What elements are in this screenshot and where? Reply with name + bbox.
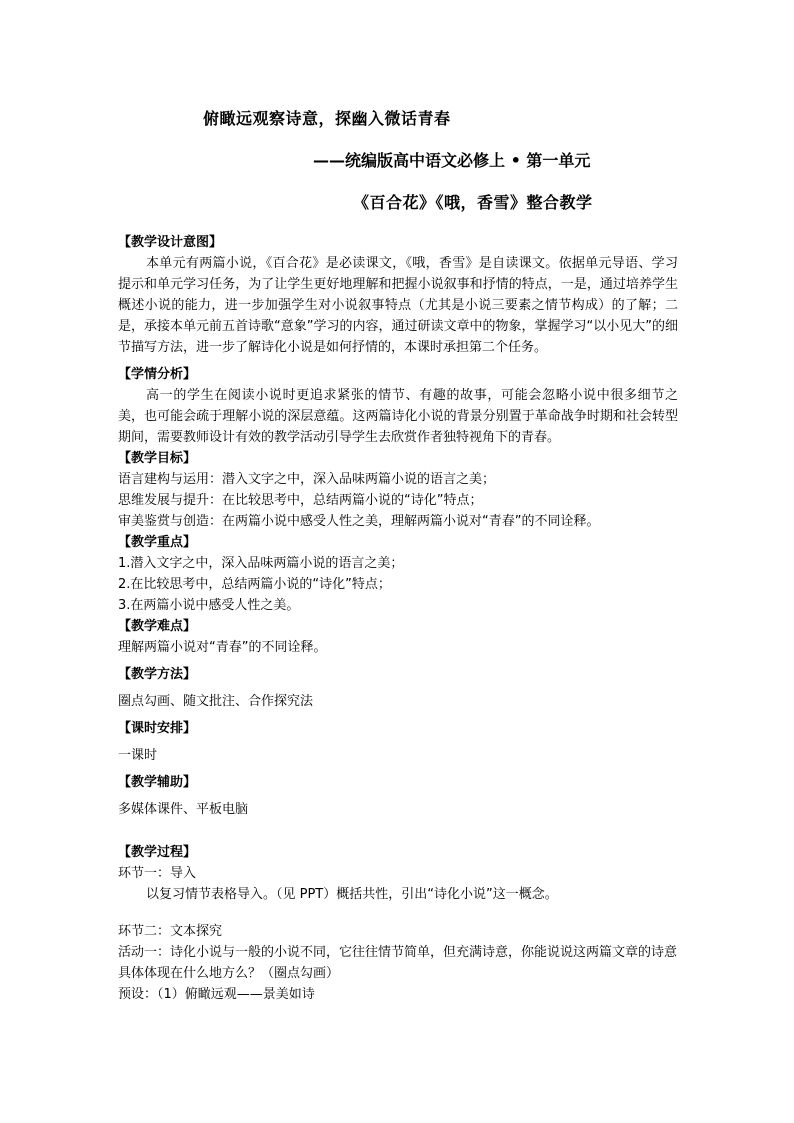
section-heading-schedule: 【课时安排】: [118, 721, 197, 736]
document-title: 俯瞰远观察诗意，探幽入微话青春: [203, 109, 451, 128]
process-activity: 活动一：诗化小说与一般的小说不同，它往往情节简单，但充满诗意，你能说说这两篇文章的诗意具体体现在什么地方么？（圈点勾画）: [118, 945, 678, 981]
section-heading-key: 【教学重点】: [118, 535, 197, 550]
paragraph-design: 本单元有两篇小说，《百合花》是必读课文，《哦，香雪》是自读课文。依据单元导语、学习提示和单元学习任务，为了让学生更好地理解和把握小说叙事和抒情的特点，一是，通过培养学生概述小说的能力，进一步加强学生对小说叙事特点（尤其是小说三要素之情节构成）的了解；二是，承接本单元前五首诗歌“意象”学习的内容，通过研读文章中的物象，掌握学习“以小见大”的细节描写方法，进一步了解诗化小说是如何抒情的，本课时承担第二个任务。: [118, 256, 678, 355]
process-step-1-text: 以复习情节表格导入。（见 PPT）概括共性，引出“诗化小说”这一概念。: [146, 887, 558, 902]
goal-item: 审美鉴赏与创造：在两篇小说中感受人性之美，理解两篇小说对“青春”的不同诠释。: [118, 514, 600, 529]
section-heading-design: 【教学设计意图】: [118, 235, 223, 250]
process-step-1-title: 环节一：导入: [118, 866, 197, 881]
difficulty-text: 理解两篇小说对“青春”的不同诠释。: [118, 640, 327, 655]
document-subtitle-texts: 《百合花》《哦，香雪》整合教学: [353, 193, 593, 212]
section-heading-difficulty: 【教学难点】: [118, 619, 197, 634]
section-heading-method: 【教学方法】: [118, 667, 197, 682]
goal-item: 思维发展与提升：在比较思考中，总结两篇小说的“诗化”特点；: [118, 493, 483, 508]
key-item: 2.在比较思考中，总结两篇小说的“诗化”特点；: [118, 577, 391, 592]
section-heading-aids: 【教学辅助】: [118, 775, 197, 790]
process-preset: 预设：（1）俯瞰远观——景美如诗: [118, 987, 315, 1002]
section-heading-goals: 【教学目标】: [118, 451, 197, 466]
aids-text: 多媒体课件、平板电脑: [118, 802, 249, 817]
document-body: [118, 232, 678, 1005]
schedule-text: 一课时: [118, 748, 158, 763]
goal-item: 语言建构与运用：潜入文字之中，深入品味两篇小说的语言之美；: [118, 472, 496, 487]
key-item: 3.在两篇小说中感受人性之美。: [118, 598, 300, 613]
method-text: 圈点勾画、随文批注、合作探究法: [118, 694, 314, 709]
section-heading-analysis: 【学情分析】: [118, 367, 197, 382]
key-item: 1.潜入文字之中，深入品味两篇小说的语言之美；: [118, 556, 404, 571]
paragraph-analysis: 高一的学生在阅读小说时更追求紧张的情节、有趣的故事，可能会忽略小说中很多细节之美，也可能会疏于理解小说的深层意蕴。这两篇诗化小说的背景分别置于革命战争时期和社会转型期间，需要教师设计有效的教学活动引导学生去欣赏作者独特视角下的青春。: [118, 388, 678, 445]
section-heading-process: 【教学过程】: [118, 845, 197, 860]
document-subtitle: ——统编版高中语文必修上 • 第一单元: [313, 151, 591, 170]
process-step-2-title: 环节二：文本探究: [118, 924, 223, 939]
